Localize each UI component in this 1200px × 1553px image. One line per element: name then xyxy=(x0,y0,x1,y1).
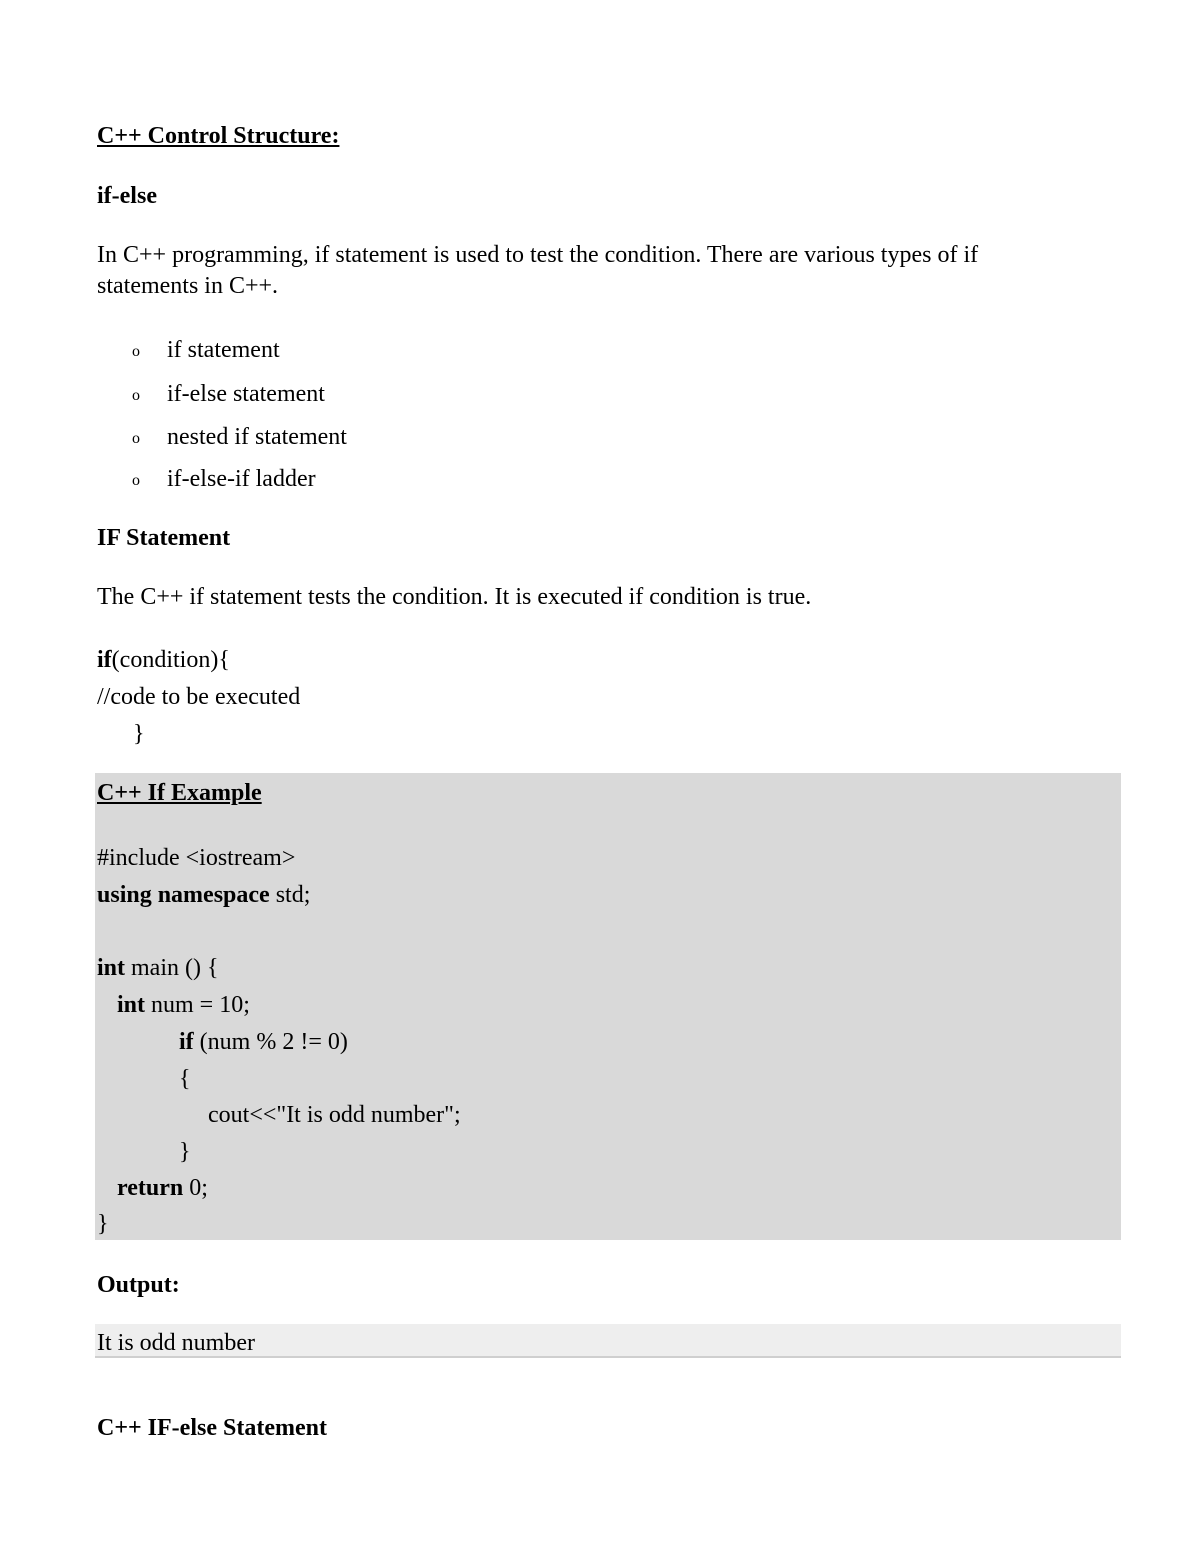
code-line-using xyxy=(97,883,310,907)
using-rest: std; xyxy=(269,882,311,908)
if-statement-description: The C++ if statement tests the condition. It is executed if condition is true. xyxy=(97,584,812,610)
syntax-line-3: } xyxy=(133,721,145,747)
code-line-cout: cout<<"It is odd number"; xyxy=(208,1102,461,1128)
output-text: It is odd number xyxy=(97,1330,255,1356)
page-title: C++ Control Structure: xyxy=(97,123,340,149)
num-rest: num = 10; xyxy=(145,992,250,1018)
return-keyword: return xyxy=(117,1175,184,1201)
intro-line-1: In C++ programming, if statement is used to test the condition. There are various types of if xyxy=(97,242,979,268)
main-rest: main () { xyxy=(125,955,219,981)
output-label: Output: xyxy=(97,1272,180,1298)
subheading-if-else: if-else xyxy=(97,183,157,209)
list-item: if statement xyxy=(167,337,280,363)
code-line-include: #include <iostream> xyxy=(97,845,296,871)
bullet-icon: o xyxy=(132,472,140,489)
int-keyword: int xyxy=(97,955,126,981)
code-line-open-brace: { xyxy=(179,1066,191,1092)
bullet-icon: o xyxy=(132,343,140,360)
if-keyword: if xyxy=(97,647,112,673)
code-line-if xyxy=(179,1030,348,1054)
code-line-num xyxy=(117,993,250,1017)
bullet-icon: o xyxy=(132,387,140,404)
if-keyword: if xyxy=(179,1029,194,1055)
if-else-statement-heading: C++ IF-else Statement xyxy=(97,1415,327,1441)
code-line-main xyxy=(97,956,219,980)
syntax-line-1 xyxy=(97,648,230,672)
list-item: if-else statement xyxy=(167,381,325,407)
return-rest: 0; xyxy=(183,1175,208,1201)
intro-line-2: statements in C++. xyxy=(97,273,279,299)
bullet-icon: o xyxy=(132,430,140,447)
if-rest: (num % 2 != 0) xyxy=(193,1029,348,1055)
code-line-end-brace: } xyxy=(97,1211,109,1237)
example-title: C++ If Example xyxy=(97,780,262,806)
syntax-line-2: //code to be executed xyxy=(97,684,301,710)
list-item: nested if statement xyxy=(167,424,347,450)
int-keyword: int xyxy=(117,992,146,1018)
syntax-condition: (condition){ xyxy=(111,647,230,673)
list-item: if-else-if ladder xyxy=(167,466,316,492)
using-keyword: using namespace xyxy=(97,882,270,908)
if-statement-heading: IF Statement xyxy=(97,525,231,551)
code-line-return xyxy=(117,1176,208,1200)
code-line-close-brace: } xyxy=(179,1139,191,1165)
